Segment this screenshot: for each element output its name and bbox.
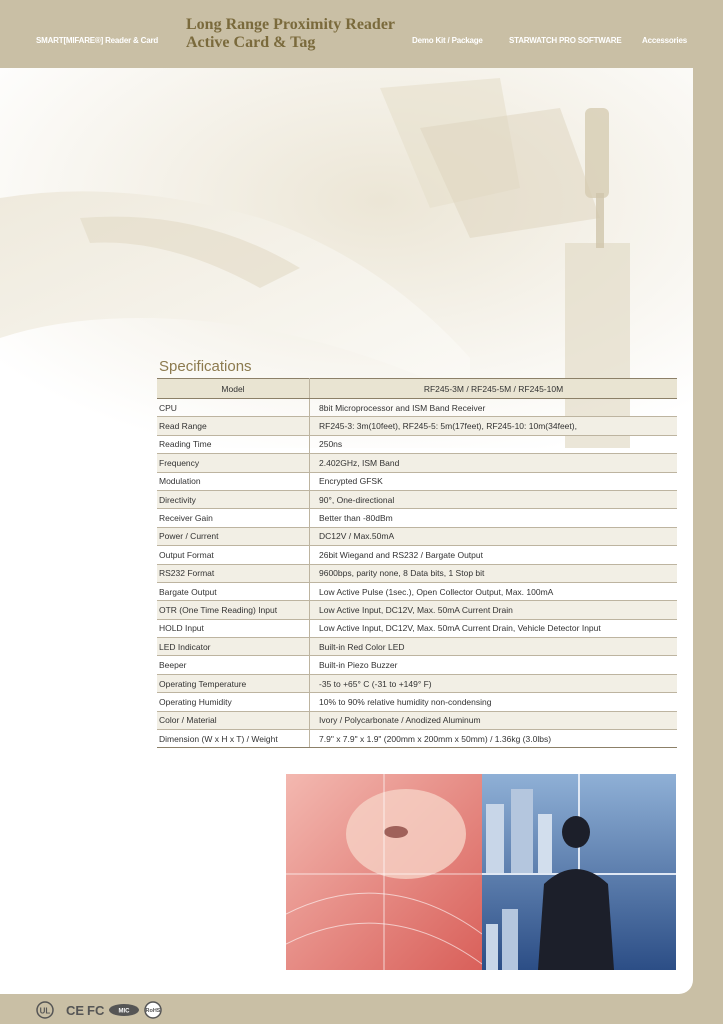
spec-row: [157, 509, 677, 527]
spec-value: 7.9" x 7.9" x 1.9" (200mm x 200mm x 50mm) / 1.36kg (3.0lbs): [310, 730, 678, 748]
spec-row: [157, 399, 677, 417]
spec-value: Encrypted GFSK: [310, 472, 678, 490]
header-bar: [0, 0, 723, 68]
spec-label: Modulation: [157, 472, 310, 490]
spec-label: RS232 Format: [157, 564, 310, 582]
spec-row: [157, 619, 677, 637]
spec-label: Operating Temperature: [157, 674, 310, 692]
title-line-1: Long Range Proximity Reader: [186, 16, 396, 33]
spec-value: Built-in Piezo Buzzer: [310, 656, 678, 674]
nav-starwatch-software[interactable]: STARWATCH PRO SOFTWARE: [509, 36, 622, 45]
column-header-models-value: RF245-3M / RF245-5M / RF245-10M: [310, 379, 678, 399]
spec-label: Frequency: [157, 454, 310, 472]
spec-row: [157, 454, 677, 472]
spec-label: Read Range: [157, 417, 310, 435]
certification-logos: [36, 999, 166, 1021]
page-title: [186, 16, 395, 52]
spec-value: Low Active Input, DC12V, Max. 50mA Current Drain, Vehicle Detector Input: [310, 619, 678, 637]
spec-label: Operating Humidity: [157, 693, 310, 711]
spec-row: [157, 582, 677, 600]
spec-value: DC12V / Max.50mA: [310, 527, 678, 545]
spec-value: Ivory / Polycarbonate / Anodized Aluminum: [310, 711, 678, 729]
spec-label: Reading Time: [157, 435, 310, 453]
spec-value: Low Active Pulse (1sec.), Open Collector Output, Max. 100mA: [310, 582, 678, 600]
spec-value: Low Active Input, DC12V, Max. 50mA Current Drain: [310, 601, 678, 619]
spec-row: [157, 472, 677, 490]
spec-row: [157, 638, 677, 656]
spec-label: OTR (One Time Reading) Input: [157, 601, 310, 619]
mic-logo-text: MIC: [118, 1008, 130, 1015]
spec-label: Bargate Output: [157, 582, 310, 600]
spec-value: 8bit Microprocessor and ISM Band Receiver: [310, 399, 678, 417]
spec-row: [157, 730, 677, 748]
spec-row: [157, 693, 677, 711]
ul-logo-text: UL: [39, 1006, 51, 1016]
spec-row: [157, 601, 677, 619]
spec-label: Dimension (W x H x T) / Weight: [157, 730, 310, 748]
spec-label: Power / Current: [157, 527, 310, 545]
rohs-logo-text: RoHS: [145, 1008, 161, 1014]
spec-row: [157, 656, 677, 674]
nav-demo-kit[interactable]: Demo Kit / Package: [412, 36, 483, 45]
spec-row: [157, 546, 677, 564]
spec-value: 26bit Wiegand and RS232 / Bargate Output: [310, 546, 678, 564]
fc-logo-text: FC: [87, 1003, 105, 1018]
spec-label: HOLD Input: [157, 619, 310, 637]
specifications-heading: Specifications: [159, 358, 252, 375]
spec-label: Beeper: [157, 656, 310, 674]
specifications-table: [157, 378, 677, 748]
spec-row: [157, 711, 677, 729]
spec-row: [157, 527, 677, 545]
spec-label: Directivity: [157, 490, 310, 508]
spec-value: RF245-3: 3m(10feet), RF245-5: 5m(17feet), RF245-10: 10m(34feet),: [310, 417, 678, 435]
spec-row: [157, 674, 677, 692]
spec-label: Receiver Gain: [157, 509, 310, 527]
spec-value: 90°, One-directional: [310, 490, 678, 508]
spec-row: [157, 435, 677, 453]
spec-row: [157, 417, 677, 435]
spec-value: -35 to +65° C (-31 to +149° F): [310, 674, 678, 692]
title-line-2: Active Card & Tag: [186, 34, 316, 51]
spec-row: [157, 564, 677, 582]
column-header-model: Model: [157, 379, 310, 399]
spec-value: 10% to 90% relative humidity non-condensing: [310, 693, 678, 711]
spec-value: 250ns: [310, 435, 678, 453]
specifications-rows: [157, 399, 677, 748]
spec-value: 9600bps, parity none, 8 Data bits, 1 Stop bit: [310, 564, 678, 582]
spec-label: LED Indicator: [157, 638, 310, 656]
spec-label: Color / Material: [157, 711, 310, 729]
nav-smart-reader[interactable]: SMART[MIFARE®] Reader & Card: [36, 36, 159, 45]
spec-value: Built-in Red Color LED: [310, 638, 678, 656]
spec-row: [157, 490, 677, 508]
ce-logo-text: CE: [66, 1003, 85, 1018]
spec-value: 2.402GHz, ISM Band: [310, 454, 678, 472]
security-collage-image: [286, 774, 676, 970]
spec-label: Output Format: [157, 546, 310, 564]
spec-label: CPU: [157, 399, 310, 417]
nav-accessories[interactable]: Accessories: [642, 36, 687, 45]
spec-value: Better than -80dBm: [310, 509, 678, 527]
